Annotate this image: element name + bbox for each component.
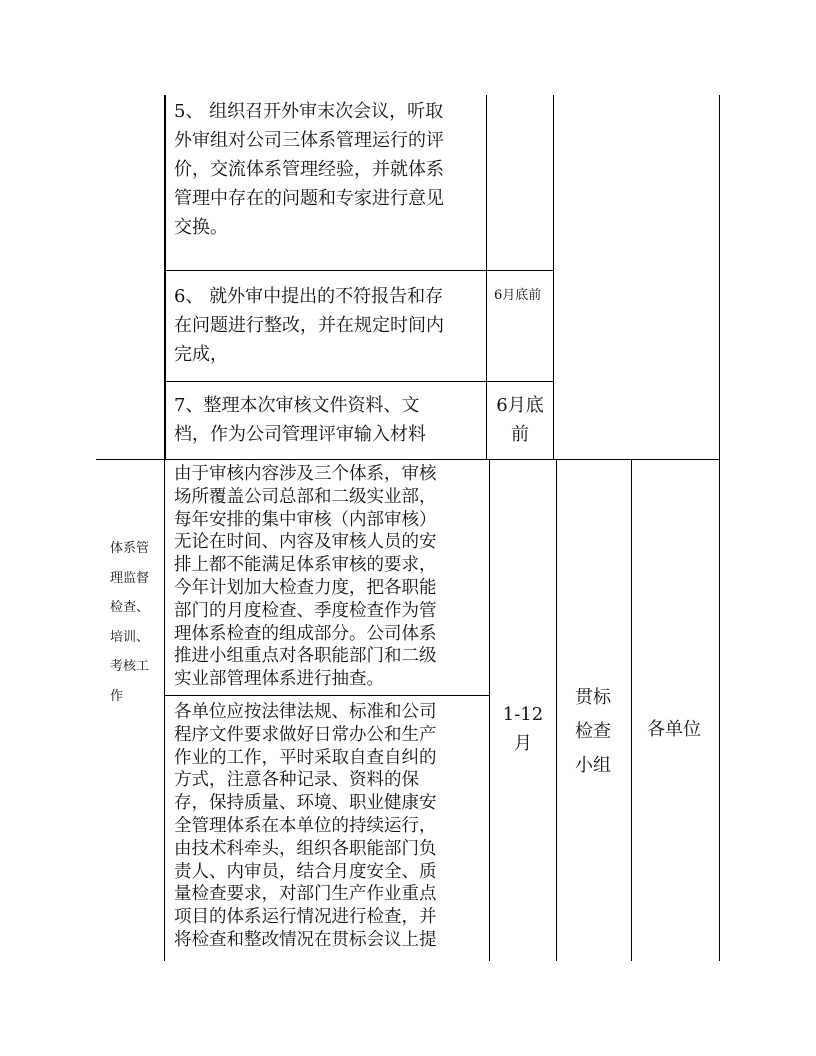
- text-line: 体系管: [110, 541, 150, 556]
- text-line: 前: [511, 424, 529, 445]
- text-line: 5、 组织召开外审末次会议，听取: [174, 101, 444, 122]
- item-5-text: [174, 97, 444, 242]
- text-line: 检查、: [110, 600, 150, 615]
- text-line: 每年安排的集中审核（内部审核）: [174, 509, 437, 530]
- text-line: 部门的月度检查、季度检查作为管: [174, 600, 437, 621]
- text-line: 完成，: [174, 344, 228, 365]
- text-line: 作业的工作，平时采取自查自纠的: [174, 747, 437, 768]
- text-line: 价，交流体系管理经验，并就体系: [174, 159, 444, 180]
- text-line: 6月底: [496, 395, 544, 416]
- category-cell: [110, 534, 149, 711]
- text-line: 小组: [575, 755, 611, 776]
- text-line: 无论在时间、内容及审核人员的安: [174, 532, 437, 553]
- text-line: 场所覆盖公司总部和二级实业部，: [174, 486, 437, 507]
- unit-cell: 各单位: [647, 719, 701, 740]
- text-line: 管理中存在的问题和专家进行意见: [174, 188, 444, 209]
- paragraph-2: [174, 701, 437, 952]
- text-line: 排上都不能满足体系审核的要求，: [174, 555, 437, 576]
- paragraph-1: [174, 463, 437, 691]
- text-line: 在问题进行整改，并在规定时间内: [174, 315, 444, 336]
- text-line: 将检查和整改情况在贯标会议上提: [174, 929, 437, 950]
- text-line: 程序文件要求做好日常办公和生产: [174, 724, 437, 745]
- text-line: 方式，注意各种记录、资料的保: [174, 770, 419, 791]
- text-line: 月: [514, 733, 532, 754]
- text-line: 由技术科牵头，组织各职能部门负: [174, 838, 437, 859]
- text-line: 培训、: [110, 629, 150, 645]
- text-line: 1-12: [502, 704, 544, 725]
- table-border: [164, 381, 553, 382]
- text-line: 量检查要求，对部门生产作业重点: [174, 884, 437, 905]
- text-line: 7、整理本次审核文件资料、文: [174, 395, 420, 416]
- text-line: 今年计划加大检查力度，把各职能: [174, 577, 437, 598]
- table-border: [164, 95, 166, 459]
- text-line: 推进小组重点对各职能部门和二级: [174, 646, 437, 667]
- text-line: 存，保持质量、环境、职业健康安: [174, 793, 437, 814]
- text-line: 作: [110, 688, 124, 704]
- table-border: [553, 95, 554, 459]
- text-line: 全管理体系在本单位的持续运行，: [174, 815, 437, 836]
- table-border: [631, 459, 632, 961]
- item-6-text: [174, 282, 444, 369]
- text-line: 6、 就外审中提出的不符报告和存: [174, 286, 444, 307]
- item-7-text: [174, 391, 426, 449]
- table-border: [164, 695, 490, 696]
- text-line: 责人、内审员，结合月度安全、质: [174, 861, 437, 882]
- text-line: 实业部管理体系进行抽查。: [174, 669, 384, 690]
- table-border: [719, 95, 720, 961]
- text-line: 外审组对公司三体系管理运行的评: [174, 130, 444, 151]
- item-6-time: 6月底前: [494, 288, 542, 303]
- text-line: 各单位应按法律法规、标准和公司: [174, 702, 437, 722]
- responsible-cell: [575, 681, 611, 783]
- table-border: [164, 270, 553, 271]
- table-border: [556, 459, 557, 961]
- item-7-time: [487, 391, 553, 449]
- text-line: 贯标: [575, 687, 611, 708]
- text-line: 考核工: [110, 659, 150, 674]
- text-line: 交换。: [174, 217, 228, 238]
- time-cell: [490, 700, 556, 758]
- text-line: 由于审核内容涉及三个体系，审核: [174, 464, 437, 484]
- table-border: [164, 459, 165, 961]
- text-line: 档，作为公司管理评审输入材料: [174, 424, 426, 445]
- text-line: 检查: [575, 721, 611, 742]
- text-line: 项目的体系运行情况进行检查，并: [174, 907, 437, 928]
- text-line: 理体系检查的组成部分。公司体系: [174, 623, 437, 644]
- table-border: [96, 459, 720, 460]
- text-line: 理监督: [110, 570, 150, 586]
